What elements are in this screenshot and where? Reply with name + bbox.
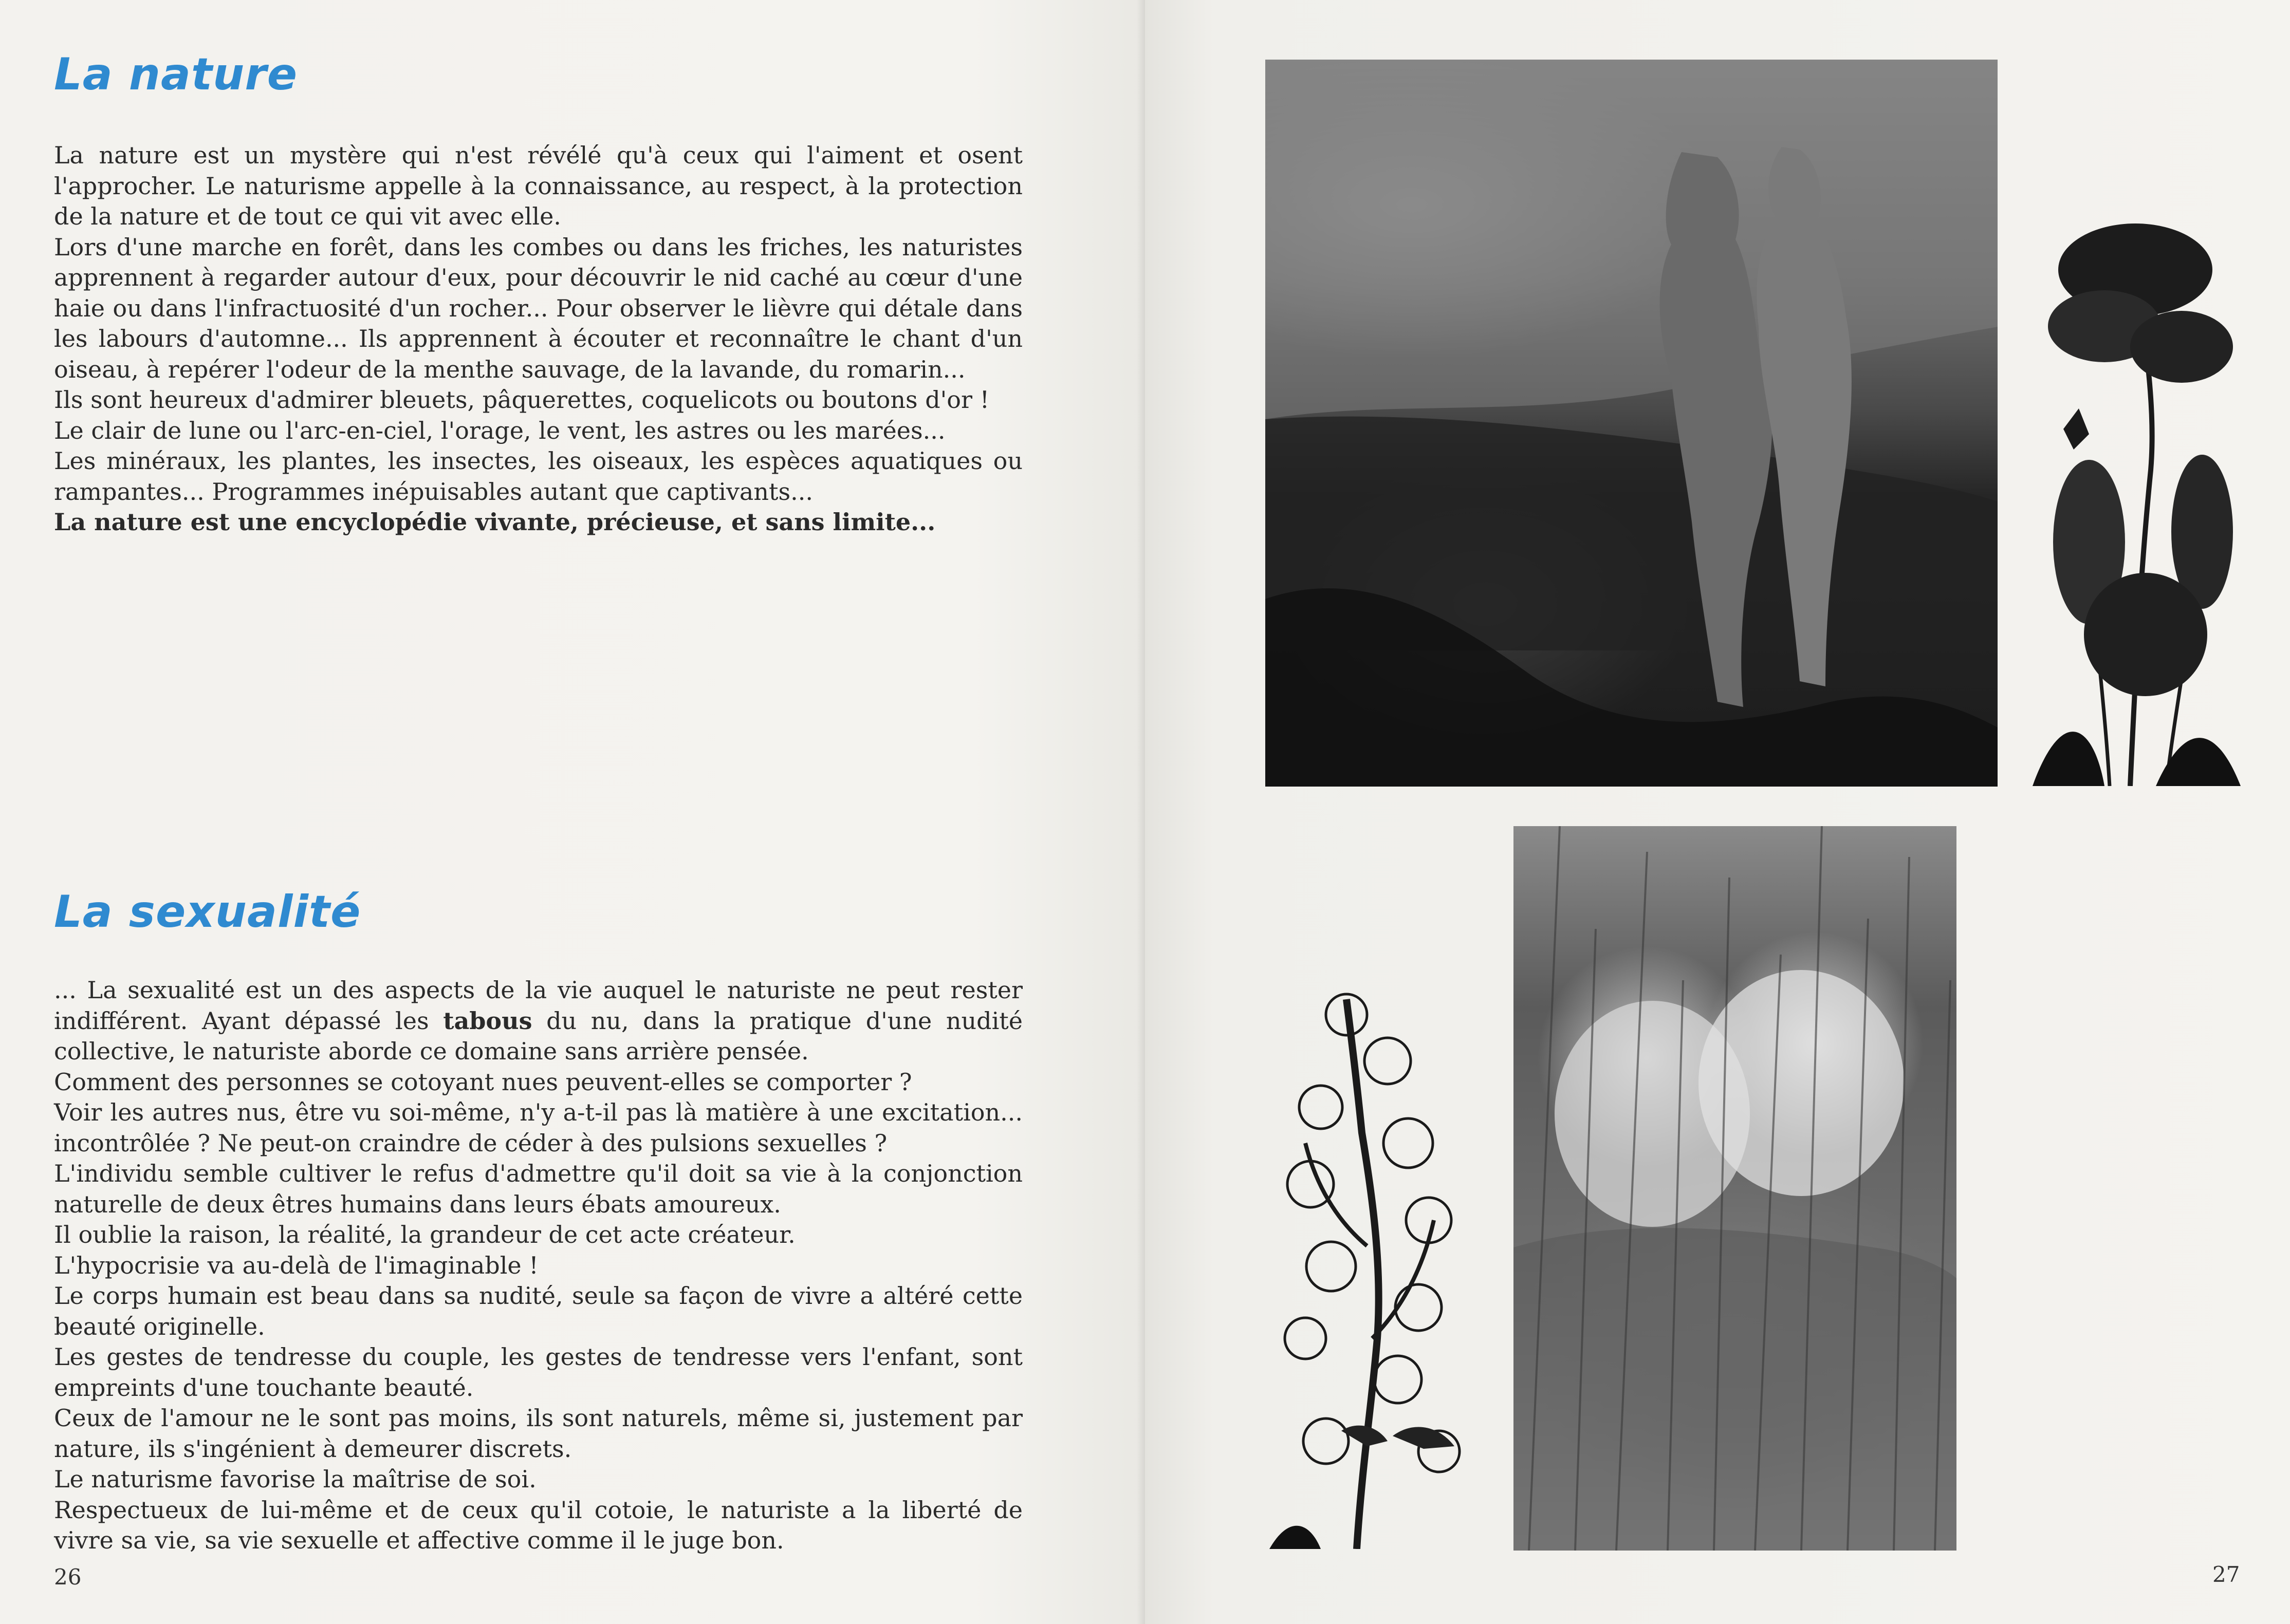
- photo-grass-shapes: [1513, 826, 1956, 1551]
- sexualite-paragraph: L'individu semble cultiver le refus d'admettre qu'il doit sa vie à la conjonction naturelle de deux êtres humains dans leurs ébats amoureux.: [54, 1160, 1023, 1218]
- nature-paragraph: La nature est un mystère qui n'est révélé qu'à ceux qui l'aiment et osent l'approcher. Le naturisme appelle à la connaissance, au respect, à la protection de la nature et de tout ce qui vit avec elle.: [54, 141, 1023, 230]
- sexualite-paragraph: Le corps humain est beau dans sa nudité, seule sa façon de vivre a altéré cette beauté originelle.: [54, 1282, 1023, 1340]
- photo-cliff-shapes: [1265, 60, 1998, 787]
- nature-closing-bold: La nature est une encyclopédie vivante, précieuse, et sans limite...: [54, 508, 936, 536]
- plant-illustration-top-drawing: [2033, 213, 2241, 786]
- plant-illustration-top: [2033, 213, 2241, 786]
- sexualite-paragraph: Le naturisme favorise la maîtrise de soi.: [54, 1465, 537, 1493]
- sexualite-paragraph: L'hypocrisie va au-delà de l'imaginable !: [54, 1251, 539, 1279]
- page-number-left: 26: [54, 1564, 82, 1590]
- nature-paragraph: Le clair de lune ou l'arc-en-ciel, l'orage, le vent, les astres ou les marées...: [54, 416, 946, 444]
- photo-couple-in-grass: [1513, 826, 1956, 1551]
- sexualite-paragraph: Respectueux de lui-même et de ceux qu'il cotoie, le naturiste a la liberté de vivre sa vie, sa vie sexuelle et affective comme il le juge bon.: [54, 1496, 1023, 1554]
- nature-paragraph: Ils sont heureux d'admirer bleuets, pâquerettes, coquelicots ou boutons d'or !: [54, 386, 990, 414]
- nature-paragraph: Les minéraux, les plantes, les insectes, les oiseaux, les espèces aquatiques ou rampantes... Programmes inépuisables autant que captivants...: [54, 447, 1023, 506]
- sexualite-paragraph: Les gestes de tendresse du couple, les gestes de tendresse vers l'enfant, sont empreints d'une touchante beauté.: [54, 1343, 1023, 1402]
- page-number-right: 27: [2212, 1562, 2240, 1587]
- sexualite-intro: [54, 975, 1023, 1067]
- heading-la-sexualite: La sexualité: [54, 886, 361, 938]
- sexualite-paragraph: Voir les autres nus, être vu soi-même, n'y a-t-il pas là matière à une excitation... incontrôlée ? Ne peut-on craindre de céder à des pulsions sexuelles ?: [54, 1098, 1023, 1157]
- sexualite-paragraph: Comment des personnes se cotoyant nues peuvent-elles se comporter ?: [54, 1068, 912, 1096]
- nature-text-block: [54, 140, 1023, 538]
- blossom-illustration-bottom-drawing: [1269, 979, 1495, 1549]
- blossom-illustration-bottom: [1269, 979, 1495, 1549]
- sexualite-paragraph: Il oublie la raison, la réalité, la grandeur de cet acte créateur.: [54, 1221, 796, 1248]
- intro-text-after: du nu, dans la pratique d'une nudité collective, le naturiste aborde ce domaine sans arrière pensée.: [54, 1006, 1023, 1065]
- sexualite-text-block: [54, 975, 1023, 1556]
- intro-text-before: ... La sexualité est un des aspects de la vie auquel le naturiste ne peut rester indifférent. Ayant dépassé les: [54, 976, 1023, 1035]
- sexualite-paragraph: Ceux de l'amour ne le sont pas moins, ils sont naturels, même si, justement par nature, ils s'ingénient à demeurer discrets.: [54, 1404, 1023, 1463]
- photo-couple-on-cliff: [1265, 60, 1998, 787]
- heading-la-nature: La nature: [54, 49, 298, 100]
- intro-bold-tabous: tabous: [443, 1006, 532, 1035]
- nature-paragraph: Lors d'une marche en forêt, dans les combes ou dans les friches, les naturistes apprennent à regarder autour d'eux, pour découvrir le nid caché au cœur d'une haie ou dans l'infractuosité d'un rocher... Pour observer le lièvre qui détale dans les labours d'automne... Ils apprennent à écouter et reconnaître le chant d'un oiseau, à repérer l'odeur de la menthe sauvage, de la lavande, du romarin...: [54, 233, 1023, 383]
